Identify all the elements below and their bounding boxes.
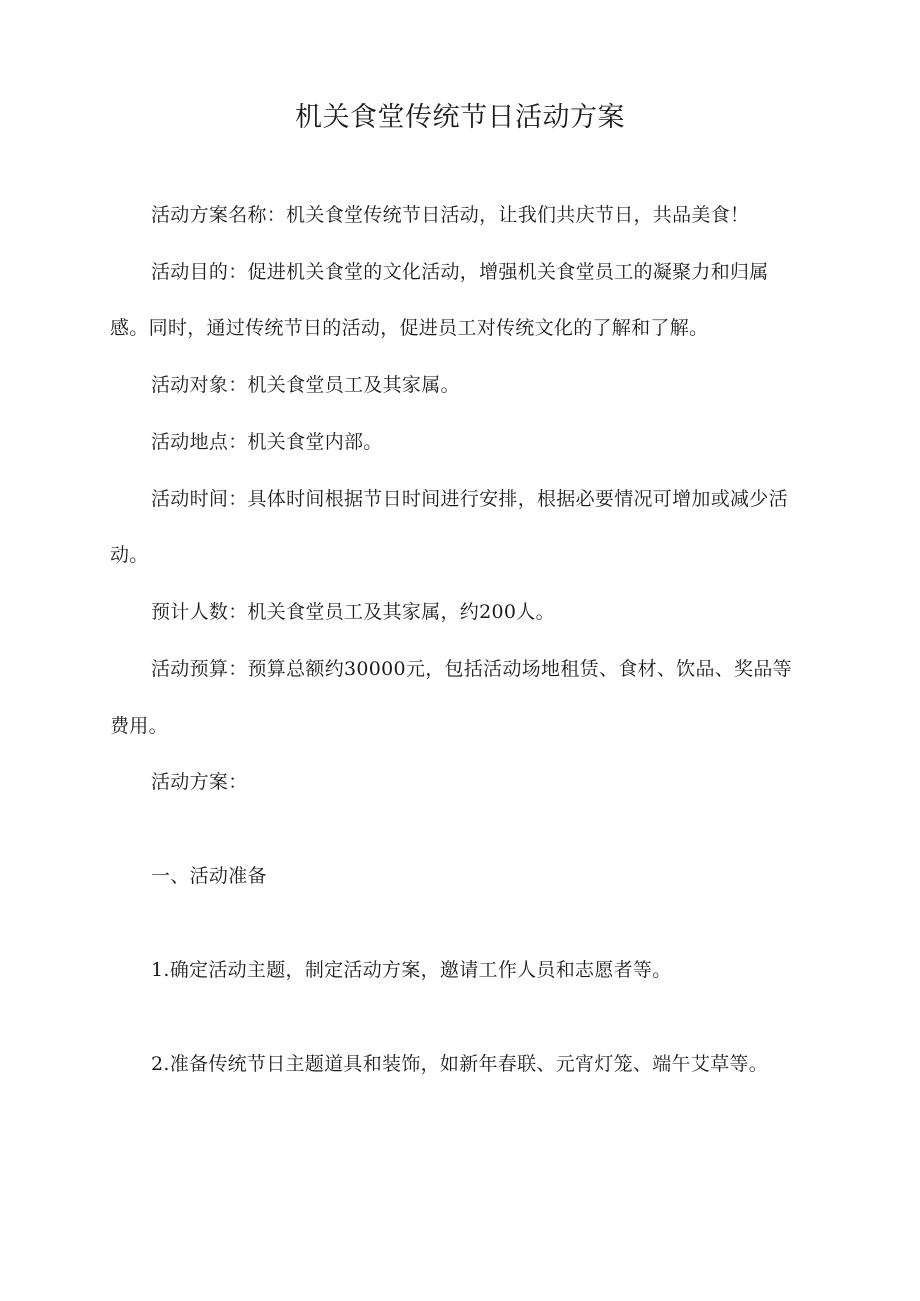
budget-line-2: 费用。	[110, 715, 168, 737]
list-item-1: 1.确定活动主题，制定活动方案，邀请工作人员和志愿者等。	[151, 959, 672, 981]
list-item-2: 2.准备传统节日主题道具和装饰，如新年春联、元宵灯笼、端午艾草等。	[151, 1053, 769, 1075]
headcount-line: 预计人数：机关食堂员工及其家属，约200人。	[151, 601, 555, 623]
section-heading-preparation: 一、活动准备	[151, 865, 267, 887]
document-title: 机关食堂传统节日活动方案	[295, 102, 625, 133]
activity-time-line-2: 动。	[110, 544, 149, 566]
activity-purpose-line-1: 活动目的：促进机关食堂的文化活动，增强机关食堂员工的凝聚力和归属	[151, 261, 769, 283]
activity-name-line: 活动方案名称：机关食堂传统节日活动，让我们共庆节日，共品美食！	[151, 204, 750, 226]
activity-target-line: 活动对象：机关食堂员工及其家属。	[151, 374, 460, 396]
activity-location-line: 活动地点：机关食堂内部。	[151, 431, 383, 453]
activity-time-line-1: 活动时间：具体时间根据节日时间进行安排，根据必要情况可增加或减少活	[151, 488, 788, 510]
budget-line-1: 活动预算：预算总额约30000元，包括活动场地租赁、食材、饮品、奖品等	[151, 658, 792, 680]
activity-purpose-line-2: 感。同时，通过传统节日的活动，促进员工对传统文化的了解和了解。	[110, 317, 709, 339]
plan-heading-line: 活动方案：	[151, 771, 248, 793]
